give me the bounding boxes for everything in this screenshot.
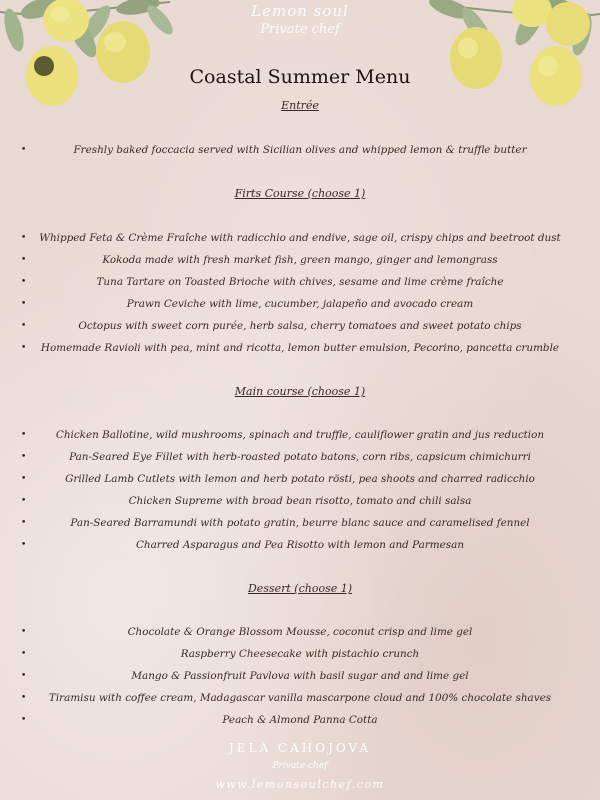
section-heading-dessert: Dessert (choose 1) bbox=[247, 582, 353, 595]
list-item: • Kokoda made with fresh market fish, green mango, ginger and lemongrass bbox=[0, 249, 600, 271]
list-item: • Chicken Supreme with broad bean risotto, tomato and chili salsa bbox=[0, 490, 600, 512]
first-course-list bbox=[0, 227, 600, 359]
list-item: • Tiramisu with coffee cream, Madagascar vanilla mascarpone cloud and 100% chocolate shaves bbox=[0, 687, 600, 709]
bullet-icon: • bbox=[21, 474, 27, 484]
dessert-list bbox=[0, 621, 600, 731]
footer-chef-name: JELA CAHOJOVA bbox=[228, 741, 372, 755]
bullet-icon: • bbox=[21, 649, 27, 659]
bullet-icon: • bbox=[21, 233, 27, 243]
list-item: • Whipped Feta & Crème Fraîche with radicchio and endive, sage oil, crispy chips and beetroot dust bbox=[0, 227, 600, 249]
section-heading-main-course: Main course (choose 1) bbox=[234, 385, 366, 398]
bullet-icon: • bbox=[21, 255, 27, 265]
list-item: • Freshly baked foccacia served with Sicilian olives and whipped lemon & truffle butter bbox=[0, 139, 600, 161]
list-item: • Prawn Ceviche with lime, cucumber, jalapeño and avocado cream bbox=[0, 293, 600, 315]
section-heading-entree: Entrée bbox=[281, 99, 319, 112]
list-item: • Pan-Seared Eye Fillet with herb-roasted potato batons, corn ribs, capsicum chimichurri bbox=[0, 446, 600, 468]
entree-list bbox=[0, 139, 600, 161]
list-item: • Octopus with sweet corn purée, herb salsa, cherry tomatoes and sweet potato chips bbox=[0, 315, 600, 337]
brand-name: Lemon soul bbox=[251, 2, 349, 20]
bullet-icon: • bbox=[21, 693, 27, 703]
bullet-icon: • bbox=[21, 715, 27, 725]
bullet-icon: • bbox=[21, 145, 27, 155]
main-course-list bbox=[0, 424, 600, 556]
list-item: • Mango & Passionfruit Pavlova with basil sugar and and lime gel bbox=[0, 665, 600, 687]
bullet-icon: • bbox=[21, 627, 27, 637]
list-item: • Charred Asparagus and Pea Risotto with lemon and Parmesan bbox=[0, 534, 600, 556]
bullet-icon: • bbox=[21, 430, 27, 440]
brand-logo bbox=[0, 2, 600, 37]
list-item: • Tuna Tartare on Toasted Brioche with chives, sesame and lime crème fraîche bbox=[0, 271, 600, 293]
bullet-icon: • bbox=[21, 540, 27, 550]
bullet-icon: • bbox=[21, 321, 27, 331]
bullet-icon: • bbox=[21, 452, 27, 462]
bullet-icon: • bbox=[21, 671, 27, 681]
bullet-icon: • bbox=[21, 299, 27, 309]
bullet-icon: • bbox=[21, 277, 27, 287]
bullet-icon: • bbox=[21, 518, 27, 528]
bullet-icon: • bbox=[21, 343, 27, 353]
footer-chef-role: Private chef bbox=[272, 761, 328, 771]
list-item: • Raspberry Cheesecake with pistachio crunch bbox=[0, 643, 600, 665]
list-item: • Peach & Almond Panna Cotta bbox=[0, 709, 600, 731]
menu-title: Coastal Summer Menu bbox=[189, 66, 411, 88]
list-item: • Chicken Ballotine, wild mushrooms, spinach and truffle, cauliflower gratin and jus reduction bbox=[0, 424, 600, 446]
list-item: • Homemade Ravioli with pea, mint and ricotta, lemon butter emulsion, Pecorino, pancetta crumble bbox=[0, 337, 600, 359]
footer-website-link[interactable]: www.lemonsoulchef.com bbox=[215, 778, 385, 791]
list-item: • Pan-Seared Barramundi with potato gratin, beurre blanc sauce and caramelised fennel bbox=[0, 512, 600, 534]
list-item: • Grilled Lamb Cutlets with lemon and herb potato rösti, pea shoots and charred radicchio bbox=[0, 468, 600, 490]
bullet-icon: • bbox=[21, 496, 27, 506]
list-item: • Chocolate & Orange Blossom Mousse, coconut crisp and lime gel bbox=[0, 621, 600, 643]
brand-subtitle: Private chef bbox=[260, 22, 340, 37]
section-heading-first-course: Firts Course (choose 1) bbox=[234, 187, 366, 200]
